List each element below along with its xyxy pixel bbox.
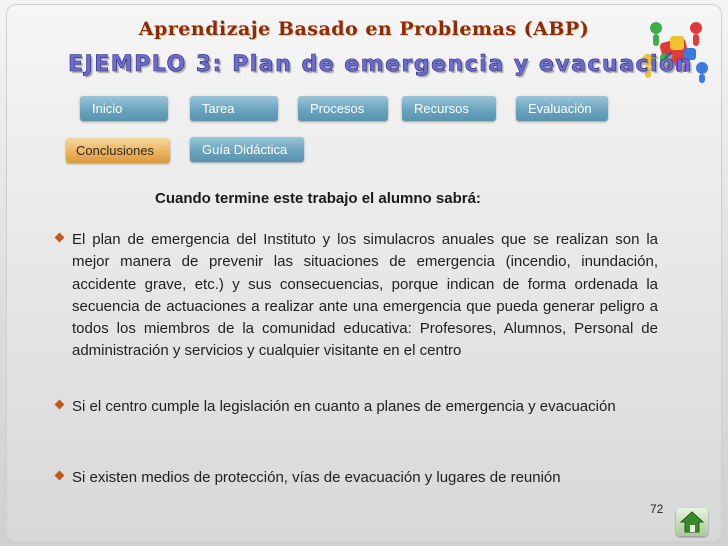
bullet-text: Si el centro cumple la legislación en cuanto a planes de emergencia y evacuación [72,398,616,415]
home-button[interactable] [676,508,708,536]
home-icon [676,508,708,536]
bullet-item [72,396,658,418]
bullet-item [72,467,658,489]
tab-conclusiones[interactable]: Conclusiones [66,138,170,163]
tab-procesos[interactable]: Procesos [298,96,388,121]
bullet-item [72,229,658,363]
section-heading: Cuando termine este trabajo el alumno sabrá: [155,190,481,207]
tab-tarea[interactable]: Tarea [190,96,278,121]
tab-guia-didactica[interactable]: Guía Didáctica [190,137,304,162]
bullet-text: El plan de emergencia del Instituto y los simulacros anuales que se realizan son la mejor manera de prevenir las situaciones de emergencia (incendio, inundación, accidente grave, etc.) y sus consecuencias, porque indican de forma ordenada la secuencia de actuaciones a realizar ante una emergencia que pueda generar peligro a todos los miembros de la comunidad educativa: Profesores, Alumnos, Personal de administración y servicios y cualquier visitante en el centro [72,231,658,360]
page-subtitle: EJEMPLO 3: Plan de emergencia y evacuación [68,52,693,77]
tab-recursos[interactable]: Recursos [402,96,496,121]
tab-inicio[interactable]: Inicio [80,96,168,121]
tab-evaluacion[interactable]: Evaluación [516,96,608,121]
bullet-text: Si existen medios de protección, vías de evacuación y lugares de reunión [72,469,561,486]
page-number: 72 [650,502,664,516]
page-title: Aprendizaje Basado en Problemas (ABP) [138,18,590,40]
